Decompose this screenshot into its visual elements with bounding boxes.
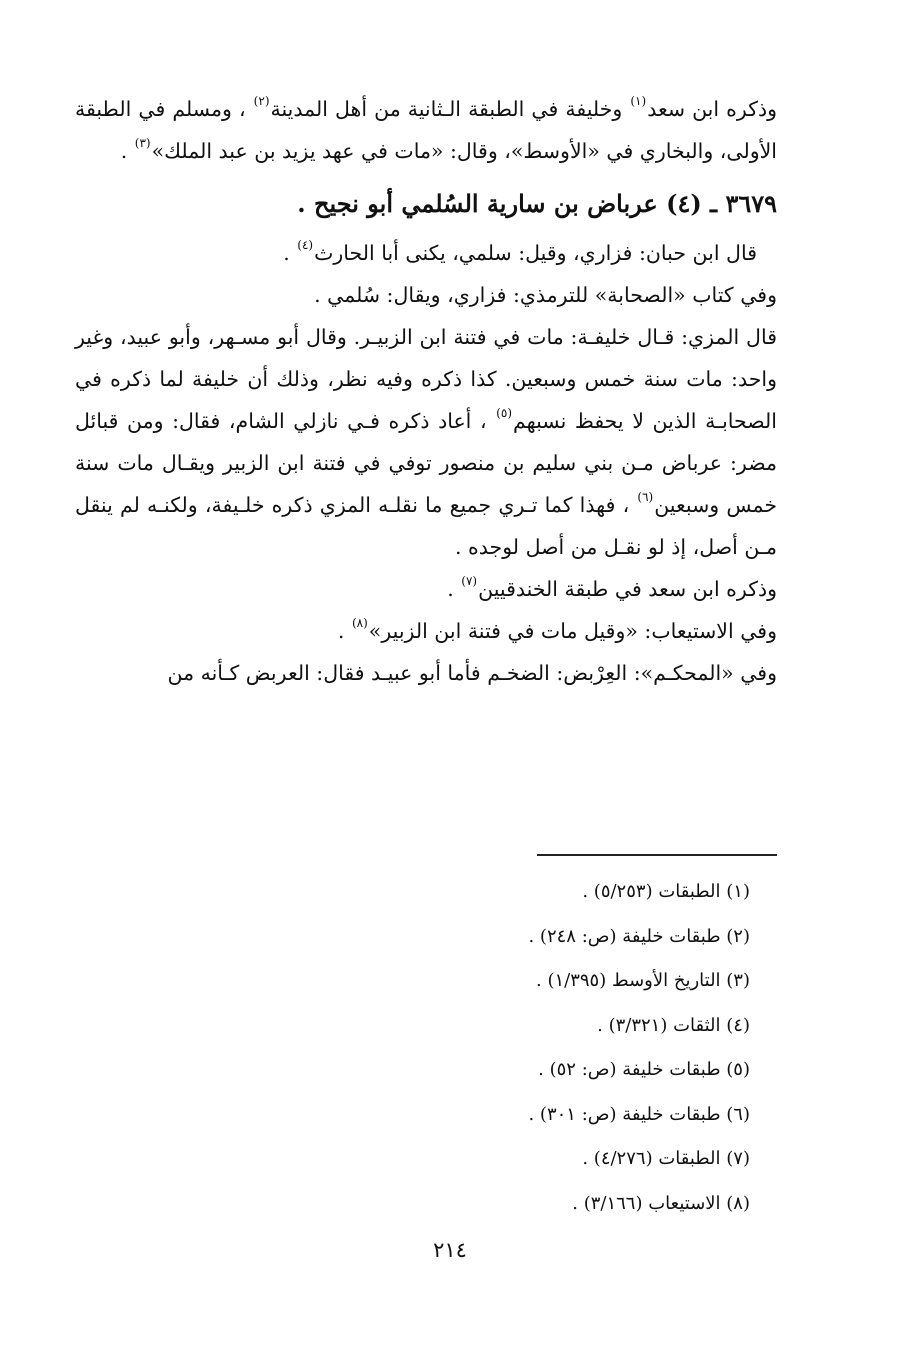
text-run: ، فهذا كما تـري جميع ما نقلـه المزي ذكره خلـيفة، ولكنـه لم ينقل مـن أصل، إذ لو نقـل من أصل لوجده . [75, 493, 777, 559]
text-run: وخليفة في الطبقة الـثانية من أهل المدينة [270, 97, 630, 121]
text-run: وذكره ابن سعد [647, 97, 777, 121]
footnote-ref-3[interactable]: (٣) [134, 136, 151, 151]
text-run: . [120, 139, 134, 163]
footnote-1: (١) الطبقات (٥/٢٥٣) . [582, 881, 750, 902]
page-body [75, 88, 777, 1214]
footnote-ref-6[interactable]: (٦) [637, 490, 654, 505]
page-number: ٢١٤ [433, 1238, 467, 1262]
footnote-ref-8[interactable]: (٨) [351, 616, 368, 631]
footnote-divider [537, 854, 777, 856]
footnote-ref-4[interactable]: (٤) [297, 238, 314, 253]
footnote-8: (٨) الاستيعاب (٣/١٦٦) . [572, 1192, 750, 1214]
footnote-6: (٦) طبقات خليفة (ص: ٣٠١) . [528, 1103, 750, 1125]
footnote-5: (٥) طبقات خليفة (ص: ٥٢) . [538, 1059, 750, 1080]
footnote-ref-2[interactable]: (٢) [253, 94, 270, 109]
paragraph-2 [75, 232, 777, 274]
paragraph-6 [75, 610, 777, 652]
text-run: قال المزي: قـال خليفـة: مات في فتنة ابن الزبيـر. وقال أبو مسـهر، وأبو عبيد، وغير واحد: مات سنة خمس وسبعين. كذا ذكره وفيه نظر، وذلك أن خليفة لما ذكره في الصحابـة الذين لا يحفظ نسبهم [75, 325, 777, 433]
paragraph-3: وفي كتاب «الصحابة» للترمذي: فزاري، ويقال: سُلمي . [314, 283, 777, 307]
text-run: . [447, 577, 461, 601]
footnote-4: (٤) الثقات (٣/٣٢١) . [597, 1014, 750, 1036]
text-run: ، أعاد ذكره فـي نازلي الشام، فقال: ومن قبائل مضر: عرباض مـن بني سليم بن منصور توفي في فتنة ابن الزبير ويقـال مات سنة خمس وسبعين [75, 409, 777, 517]
text-run: وفي الاستيعاب: «وقيل مات في فتنة ابن الزبير» [368, 619, 777, 643]
paragraph-4 [75, 316, 777, 568]
text-run: وذكره ابن سعد في طبقة الخندقيين [478, 577, 777, 601]
footnote-7: (٧) الطبقات (٤/٢٧٦) . [582, 1148, 750, 1169]
footnote-3: (٣) التاريخ الأوسط (١/٣٩٥) . [536, 970, 750, 991]
footnote-2: (٢) طبقات خليفة (ص: ٢٤٨) . [528, 925, 750, 947]
entry-heading: ٣٦٧٩ ـ (٤) عرباض بن سارية السُلمي أبو نجيح . [297, 189, 777, 218]
text-run: ، ومسلم في الطبقة الأولى، والبخاري في «الأوسط»، وقال: «مات في عهد يزيد بن عبد الملك» [75, 97, 777, 163]
footnote-ref-1[interactable]: (١) [630, 94, 647, 109]
footnotes-list [75, 870, 777, 1226]
paragraph-1 [75, 88, 777, 172]
text-run: . [283, 241, 297, 265]
footnote-ref-5[interactable]: (٥) [496, 406, 512, 421]
paragraph-5 [75, 568, 777, 610]
text-run: قال ابن حبان: فزاري، وقيل: سلمي، يكنى أبا الحارث [314, 241, 757, 265]
footnote-ref-7[interactable]: (٧) [461, 574, 478, 589]
paragraph-7: وفي «المحكـم»: العِرْبض: الضخـم فأما أبو عبيـد فقال: العربض كـأنه من [167, 661, 777, 685]
text-run: . [337, 619, 351, 643]
